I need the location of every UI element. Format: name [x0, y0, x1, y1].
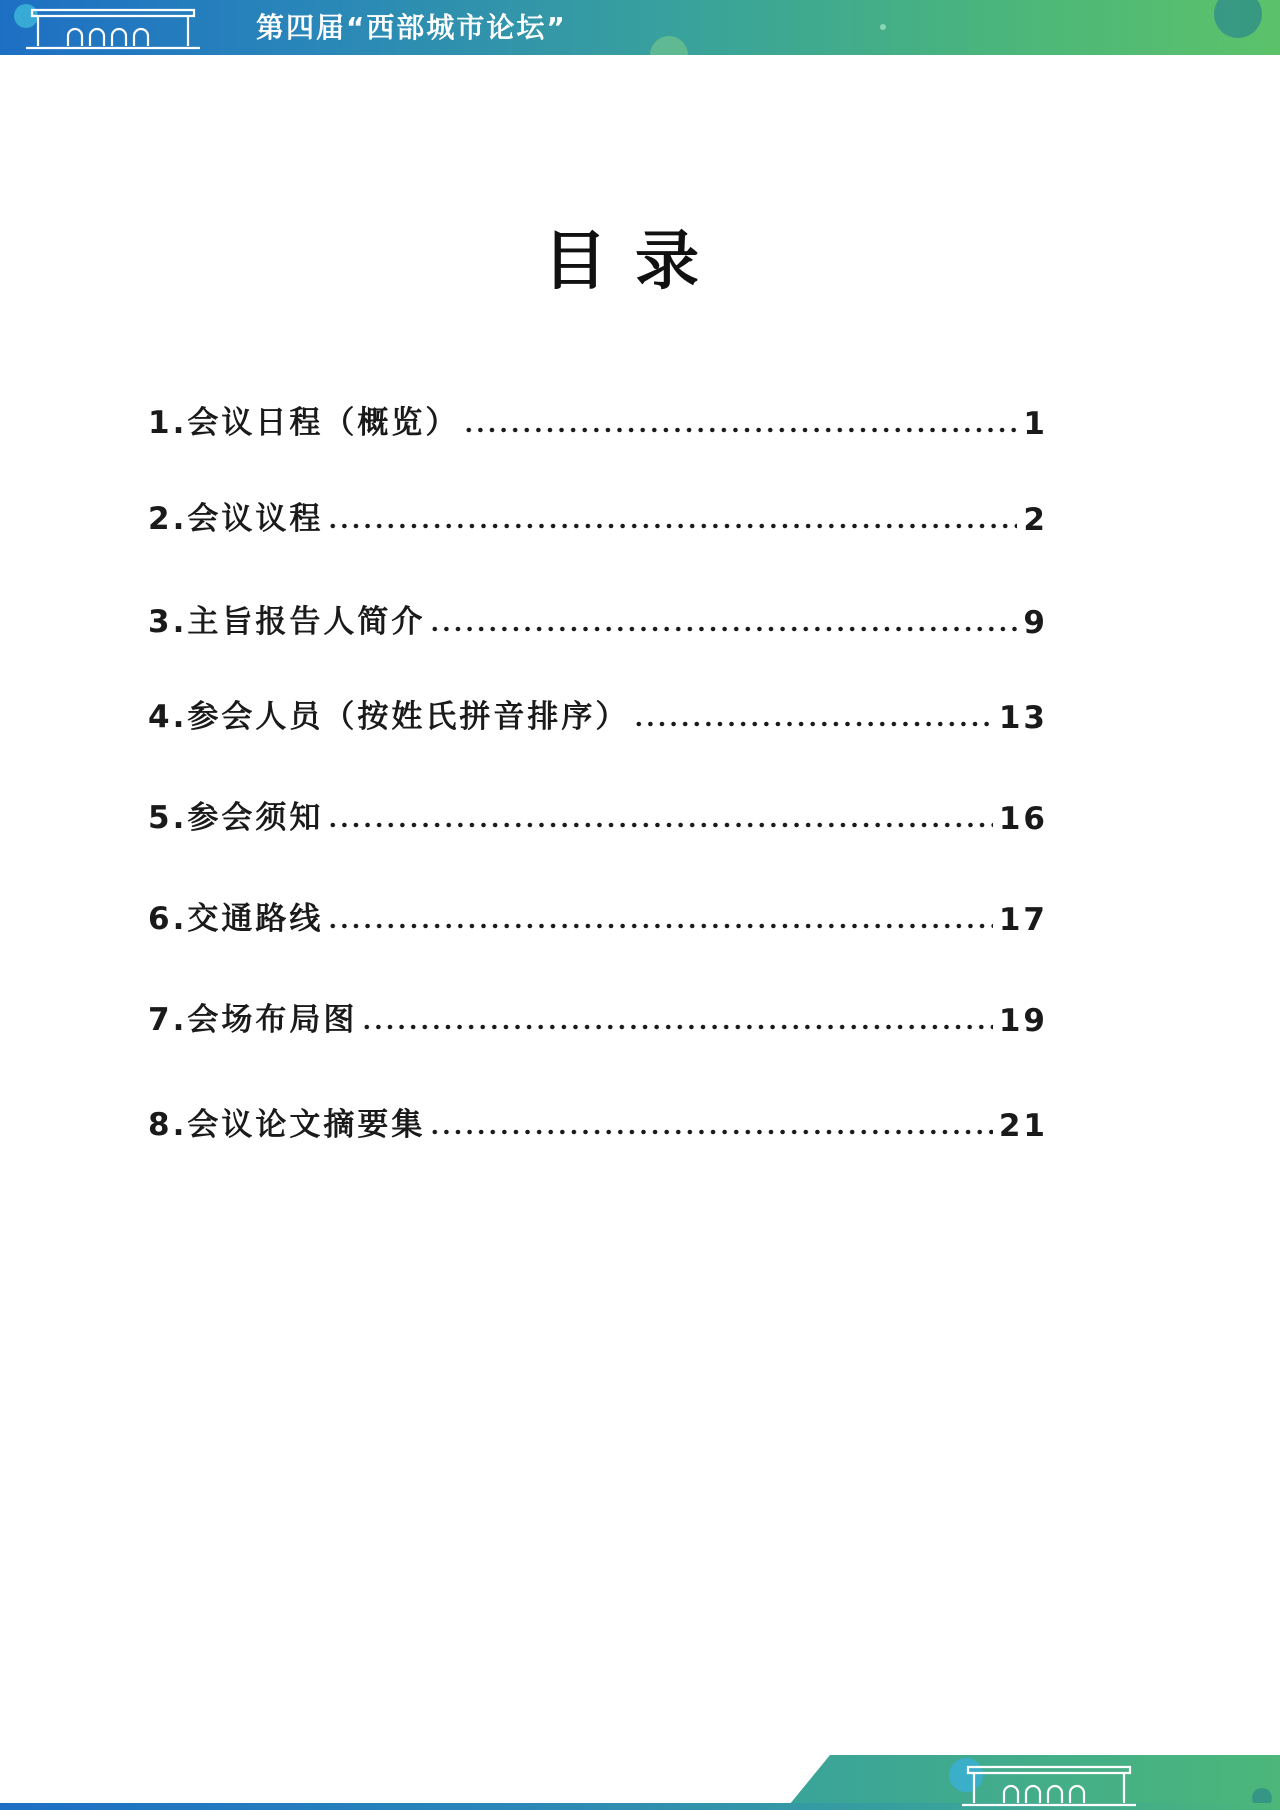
toc-item-page: 17 — [998, 902, 1048, 938]
toc-leader-dots — [327, 521, 1017, 531]
toc-item[interactable] — [148, 398, 1048, 442]
toc-item-label: 7.会场布局图 — [148, 1002, 358, 1038]
decor-circle — [650, 36, 688, 55]
toc-item-label: 3.主旨报告人简介 — [148, 604, 426, 640]
toc-item[interactable] — [148, 894, 1048, 938]
decor-circle — [880, 24, 886, 30]
building-logo-icon — [24, 6, 202, 52]
toc-item-page: 16 — [998, 801, 1048, 837]
toc-leader-dots — [327, 820, 993, 830]
toc-leader-dots — [361, 1022, 993, 1032]
toc-item-label: 1.会议日程（概览） — [148, 405, 460, 441]
toc-leader-dots — [633, 719, 993, 729]
toc-leader-dots — [429, 1127, 993, 1137]
toc-item[interactable] — [148, 494, 1048, 538]
toc-item[interactable] — [148, 1100, 1048, 1144]
toc-item-label: 6.交通路线 — [148, 901, 324, 937]
toc-leader-dots — [327, 921, 993, 931]
toc-item-page: 1 — [1023, 406, 1048, 442]
toc-item[interactable] — [148, 793, 1048, 837]
toc-item[interactable] — [148, 692, 1048, 736]
banner-title: 第四届“西部城市论坛” — [256, 11, 567, 44]
toc-item-label: 4.参会人员（按姓氏拼音排序） — [148, 699, 630, 735]
toc-item-label: 8.会议论文摘要集 — [148, 1107, 426, 1143]
decor-circle — [1214, 0, 1262, 38]
page-title: 目录 — [543, 225, 727, 299]
toc-leader-dots — [429, 624, 1017, 634]
toc-item-page: 9 — [1023, 605, 1048, 641]
toc-item-label: 2.会议议程 — [148, 501, 324, 537]
toc-item-page: 13 — [998, 700, 1048, 736]
toc-item[interactable] — [148, 995, 1048, 1039]
top-banner — [0, 0, 1280, 55]
toc-item-page: 21 — [998, 1108, 1048, 1144]
toc-item-page: 19 — [998, 1003, 1048, 1039]
toc-leader-dots — [463, 425, 1017, 435]
toc-item-page: 2 — [1023, 502, 1048, 538]
toc-item-label: 5.参会须知 — [148, 800, 324, 836]
toc-item[interactable] — [148, 597, 1048, 641]
bottom-banner — [0, 1755, 1280, 1810]
building-logo-icon — [960, 1763, 1138, 1809]
